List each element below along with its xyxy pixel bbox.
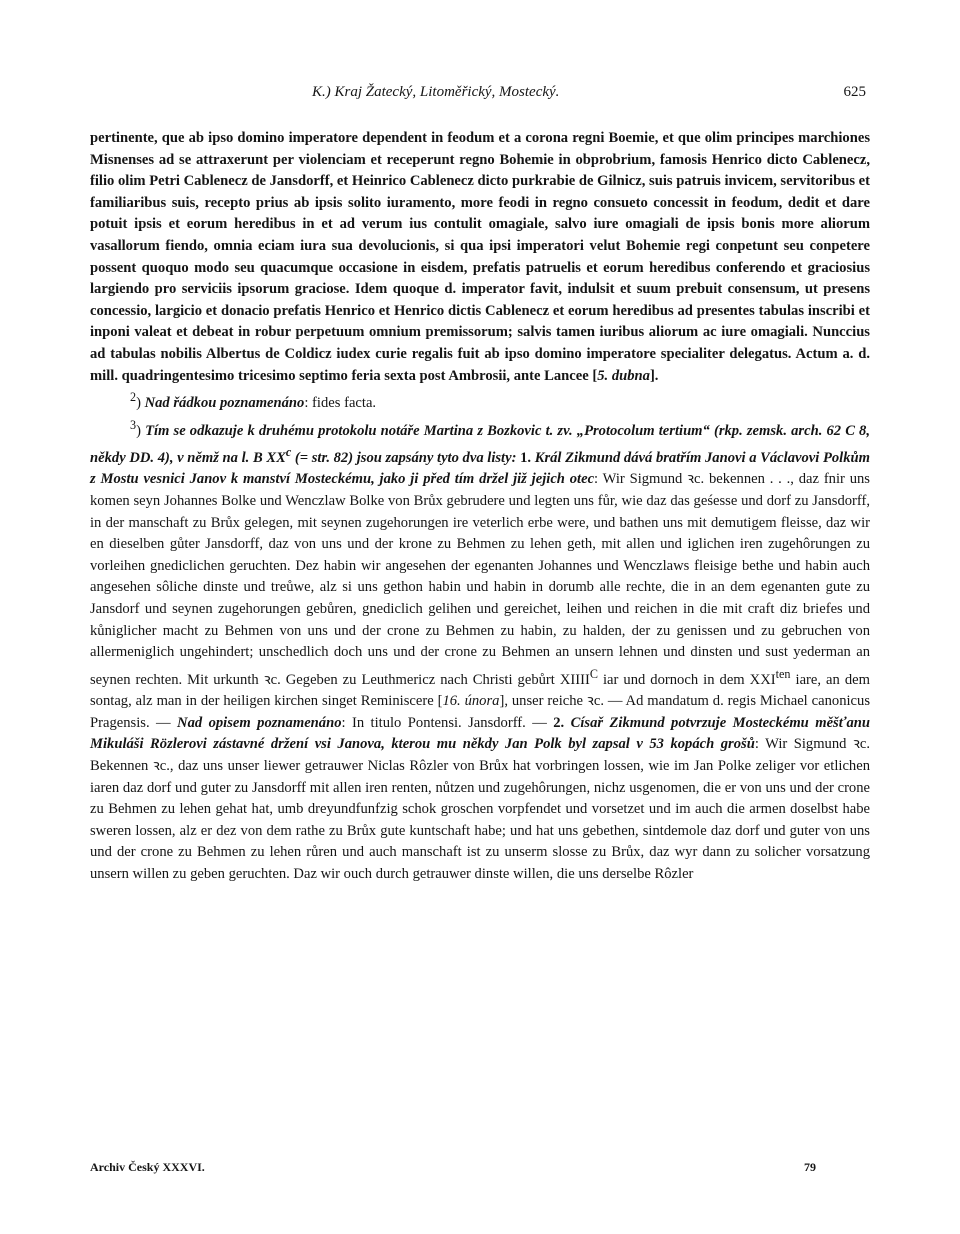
document-1-text-3: iare, an dem sontag, alz man in der heiligen kirchen singet Reminiscere [ (90, 671, 870, 710)
footnote-2-mark: 2 (130, 390, 137, 405)
document-1-sup-ten: ten (775, 666, 791, 681)
document-page (90, 78, 870, 1188)
running-title: K.) Kraj Žatecký, Litoměřický, Mostecký. (312, 84, 560, 100)
footnote-2-text: : fides facta. (304, 394, 377, 411)
document-1-note-text: : In titulo Pontensi. Jansdorff. — (341, 714, 547, 731)
page-footer (90, 1160, 870, 1182)
page-body (90, 128, 870, 886)
footnote-3-mark: 3 (130, 417, 137, 432)
main-paragraph (90, 128, 870, 387)
document-1-summary: Král Zikmund dává bratřím Janovi a Václavovi Polkům z Mostu vesnici Janov k manství Mosteckému, jako ji před tím držel již jejich otec (90, 449, 870, 488)
footnote-3-intro-cont: (= str. 82) jsou zapsány tyto dva listy: (291, 449, 517, 466)
document-1-sup-c: C (589, 666, 598, 681)
document-1-text-2: iar und dornoch in dem XXI (597, 671, 776, 688)
document-2-summary: Císař Zikmund potvrzuje Mosteckému měšťanu Mikuláši Rözlerovi zástavné držení vsi Janova, kterou mu někdy Jan Polk byl zapsal v 53 kopách grošů (90, 714, 871, 753)
footnote-2: $^2$) Nad řádkou poznamenáno: fides facta. (130, 390, 377, 411)
document-1-text: : Wir Sigmund ꝛc. bekennen . . ., daz fnir uns komen seyn Johannes Bolke und Wenczlaw Bolke von Brůx gebrudere und legten uns fůr, wie daz das geśesse und dorf zu Jansdorff, in der manschaft zu Brůx gelegen, mit seynen zugehorungen ire veterlich erbe were, und bathen uns mit demutigem fleisse, daz wir en dieselben gůter Jansdorff, daz von uns und der krone zu Behmen zu lehen geth, mit allen und iglichen iren zugehôrungen zu vorleihen gnediclichen geruchten. Dez habin wir angesehen der egenanten Johannes und Wenczlaws fleisige bethe und habin auch angesehen sôliche dinste und treůwe, alz si uns gethon habin und habin in dorumb alle rechte, die in an dem egenanten gute zu Jansdorf und seynen zugehorungen gebůren, gnediclich gelihen und gereichet, leihen und reichen in die mit craft diz briefes und kůniglicher macht zu Behmen von uns und der crone zu Behmen zu habin, zu halden, der zu genissen und zu gebruchen von allermeniglich ungehindert; unschedlich doch uns und der crone zu Behmen an unsern lehnen und dinsten und sust yederman an seynen rechten. Mit urkunth ꝛc. Gegeben zu Leuthmericz nach Christi gebůrt XIIII (90, 471, 870, 688)
document-2-text: : Wir Sigmund ꝛc. Bekennen ꝛc., daz uns unser liewer getrauwer Niclas Rôzler von Brůx hat vorbringen lossen, wie im Jan Polke zeliger vor etlichen iaren daz dorf und guter zu Jansdorff mit allen iren renten, nůtzen und zugehôrungen, nichz usgenomen, die er von uns und der crone zu Behmen zu lehen gehat hat, umb dreyundfunfzig schok groschen vorpfendet und vorsetzet und im auch die armen doselbst habe sweren lossen, alz er dez von dem rathe zu Brůx gute kuntschaft habe; und hat uns gebethen, sintdemole daz dorf und guter von uns und der crone zu Behmen zu lehen růren und auch manschaft ist zu unserm slosse zu Brůx, daz wyr dann zu solicher vorsatzung unsern willen zu geben geruchten. Daz wir ouch durch getrauwer dinste willen, die uns derselbe Rôzler (90, 736, 871, 883)
document-1-date: 16. února (442, 693, 500, 710)
running-header (90, 78, 870, 104)
document-1-number: 1. (516, 449, 532, 466)
main-text: pertinente, que ab ipso domino imperatore dependent in feodum et a corona regni Boemie, et que olim principes marchiones Misnenses ad se attraxerunt per violenciam et receperunt regno Bohemie in obprobrium, famosis Henrico dicto Cablenecz, filio olim Petri Cablenecz de Jansdorff, et Heinrico Cablenecz dicto purkrabie de Gilnicz, suis patruis invicem, servitoribus et familiaribus suis, recepto prius ab ipsis solito iuramento, more feodi in regno consueto concessit in feodum, dedit et dare potuit ipsis et eorum heredibus in et ad verum ius contulit omagiale, salvo iure omagiali de ipsis bonis more aliorum vasallorum fiendo, omnia eciam iura sua devolucionis, si qua ipsi imperatori velut Bohemie regi conpetunt seu conpetere possent quoquo modo seu quacumque occasione in eisdem, prefatis patruelis et eorum heredibus conferendo et graciosius largiendo pro serviciis ipsorum graciose. Idem quoque d. imperator favit, indulsit et suum prebuit consensum, ut presens concessio, largicio et donacio prefatis Henrico et Henrico dictis Cablenecz et eorum heredibus ad presentes tabulas inscribi et inponi valeat et debeat in robur perpetuum omnium premissorum; salvis tamen iuribus aliorum ac iure omagiali. Nunccius ad tabulas nobilis Albertus de Coldicz iudex curie regalis fuit ab ipso domino imperatore specialiter delegatus. Actum a. d. mill. quadringentesimo tricesimo septimo feria sexta post Ambrosii, ante Lancee [ (90, 130, 870, 384)
footnote-3: $^3$) Tím se odkazuje k druhému protokolu notáře Martina z Bozkovic t. zv. „Protocolum tertium“ (rkp. zemsk. arch. 62 C 8, někdy DD. 4), v němž na l. B $XX^c$ (= str. 82) jsou zapsány tyto dva listy: 1. Král Zikmund dává bratřím Janovi a Václavovi Polkům z Mostu vesnici Janov k manství Mosteckému, jako ji před tím držel již jejich otec: Wir Sigmund ꝛc. bekennen . . ., daz fnir uns komen seyn Johannes Bolke und Wenczlaw Bolke von Brůx gebrudere und legten uns fůr, wie daz das geśesse und dorf zu Jansdorff, in der manschaft zu Brůx gelegen, mit seynen zugehorungen ire veterlich erbe were, und bathen uns mit demutigem fleisse, daz wir en dieselben gůter Jansdorff, daz von uns und der krone zu Behmen zu lehen geth, mit allen und iglichen iren zugehôrungen zu vorleihen gnediclichen geruchten. Dez habin wir angesehen der egenanten Johannes und Wenczlaws fleisige bethe und habin auch angesehen sôliche dinste und treůwe, alz si uns gethon habin und habin in dorumb alle rechte, die in an dem egenanten gute zu Jansdorf und seynen zugehorungen gebůren, gnediclich gelihen und gereichet, leihen und reichen in die mit craft diz briefes und kůniglicher macht zu Behmen von uns und der crone zu Behmen zu habin, zu halden, der zu genissen und zu gebruchen von allermeniglich ungehindert; unschedlich doch uns und der crone zu Behmen an unsern lehnen und dinsten und sust yederman an seynen rechten. Mit urkunth ꝛc. Gegeben zu Leuthmericz nach Christi gebůrt $XIIII^C$ iar und dornoch in dem $XXI^{ten}$ iare, an dem sontag, alz man in der heiligen kirchen singet Reminiscere [16. února], unser reiche ꝛc. — Ad mandatum d. regis Michael canonicus Pragensis. — Nad opisem poznamenáno: In titulo Pontensi. Jansdorff. — 2. Císař Zikmund potvrzuje Mosteckému měšťanu Mikuláši Rözlerovi zástavné držení vsi Janova, kterou mu někdy Jan Polk byl zapsal v 53 kopách grošů: Wir Sigmund ꝛc. Bekennen ꝛc., daz uns unser liewer getrauwer Niclas Rôzler von Brůx hat vorbringen lossen, wie im Jan Polke zeliger vor etlichen iaren daz dorf und guter zu Jansdorff mit allen iren renten, nůtzen und zugehôrungen, nichz usgenomen, die er von uns und der crone zu Behmen zu lehen gehat hat, umb dreyundfunfzig schok groschen vorpfendet und vorsetzet und im auch die armen doselbst habe sweren lossen, alz er dez von dem rathe zu Brůx gute kuntschaft habe; und hat uns gebethen, sintdemole daz dorf und guter von uns und der crone zu Behmen zu lehen růren und auch manschaft ist zu unserm slosse zu Brůx, daz wyr dann zu solicher vorsatzung unsern willen zu geben geruchten. Daz wir ouch durch getrauwer dinste willen, die uns derselbe Rôzler (90, 417, 871, 883)
sheet-number: 79 (804, 1160, 816, 1174)
sheet-signature: Archiv Český XXXVI. (90, 1160, 205, 1174)
footnote-3-intro: Tím se odkazuje k druhému protokolu notáře Martina z Bozkovic t. zv. „Protocolum tertium“ (rkp. zemsk. arch. 62 C 8, někdy DD. 4), v němž na l. B XX (90, 422, 870, 466)
document-1-note-label: Nad opisem poznamenáno (170, 714, 342, 731)
footnote-2-label: Nad řádkou poznamenáno (144, 394, 305, 411)
page-number: 625 (843, 84, 866, 100)
document-2-number: 2. (546, 714, 565, 731)
document-1-text-4: ], unser reiche ꝛc. — Ad mandatum d. regis Michael canonicus Pragensis. — (90, 693, 870, 731)
main-text-end: ]. (649, 367, 659, 384)
footnote-3-intro-sup: c (285, 445, 292, 460)
main-date: 5. dubna (597, 367, 650, 384)
